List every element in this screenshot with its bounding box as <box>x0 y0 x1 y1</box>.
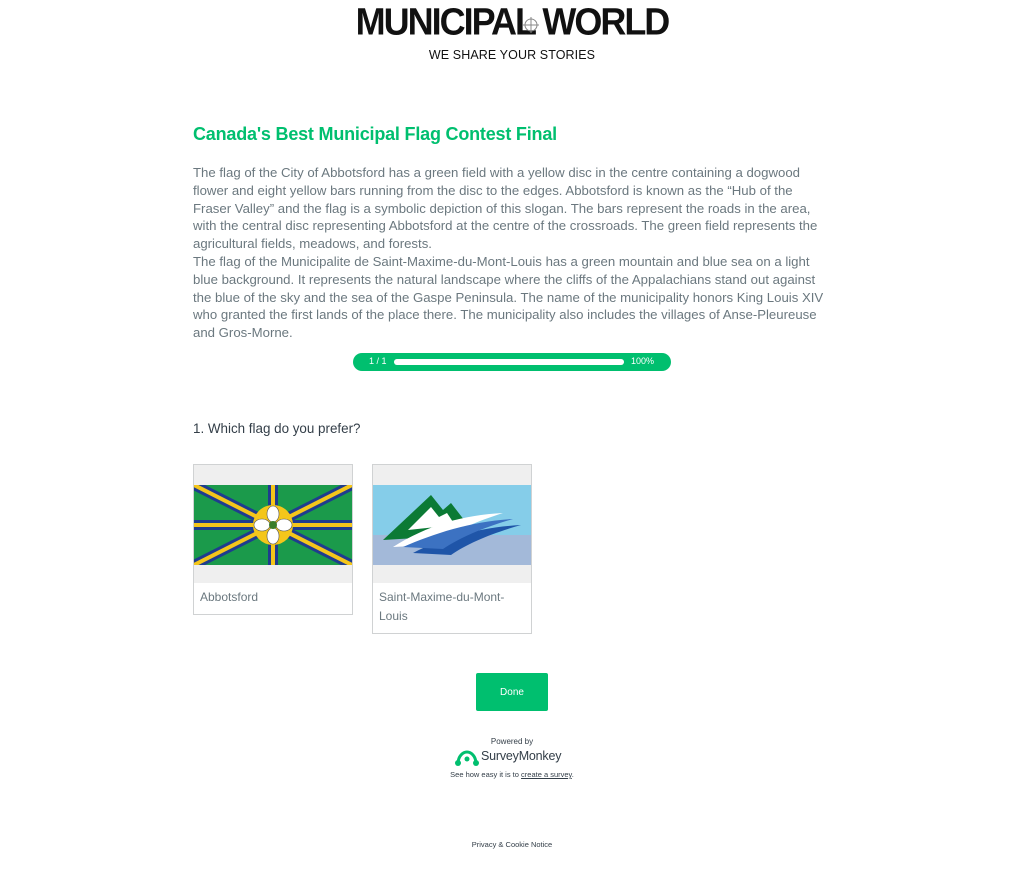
progress-fill <box>394 359 624 365</box>
survey-title: Canada's Best Municipal Flag Contest Final <box>193 124 557 144</box>
see-how-text <box>0 770 1024 779</box>
option-label-abbotsford[interactable]: Abbotsford <box>200 590 259 604</box>
compass-icon <box>521 15 541 35</box>
option-card-abbotsford[interactable] <box>193 464 353 615</box>
site-logo[interactable]: MUNICIPAL WORLD <box>355 0 669 43</box>
option-card-saint-maxime[interactable] <box>372 464 532 634</box>
saint-maxime-flag-icon <box>373 485 531 565</box>
question-title: 1. Which flag do you prefer? <box>193 421 361 436</box>
privacy-cookie-link[interactable]: Privacy & Cookie Notice <box>471 840 553 849</box>
progress-bar <box>353 353 671 371</box>
option-image-saint-maxime[interactable] <box>373 465 531 583</box>
progress-percent: 100% <box>631 356 655 366</box>
option-image-abbotsford[interactable] <box>194 465 352 583</box>
progress-track <box>394 359 624 365</box>
create-survey-link[interactable]: create a survey <box>521 770 572 779</box>
surveymonkey-logo[interactable] <box>455 747 569 767</box>
abbotsford-flag-icon <box>194 485 352 565</box>
powered-by-text: Powered by <box>490 737 534 746</box>
option-label-saint-maxime[interactable]: Saint-Maxime-du-Mont-Louis <box>379 590 505 623</box>
see-how-suffix: . <box>571 770 574 779</box>
privacy-footer <box>0 840 1024 849</box>
surveymonkey-icon <box>455 750 479 766</box>
survey-description <box>193 164 833 342</box>
see-how-prefix: See how easy it is to <box>450 770 522 779</box>
description-paragraph-abbotsford: The flag of the City of Abbotsford has a green field with a yellow disc in the centre containing a dogwood flower and eight yellow bars running from the disc to the edges. Abbotsford is known as the “Hub of the Fraser Valley” and the flag is a symbolic depiction of this slogan. The bars represent the roads in the area, with the central disc representing Abbotsford at the centre of the crossroads. The green field represents the agricultural fields, meadows, and forests. <box>193 165 818 252</box>
description-paragraph-saint-maxime: The flag of the Municipalite de Saint-Maxime-du-Mont-Louis has a green mountain and blue sea on a light blue background. It represents the natural landscape where the cliffs of the Appalachians stand out against the blue of the sky and the sea of the Gaspe Peninsula. The name of the municipality honors King Louis XIV who granted the first lands of the place there. The municipality also includes the villages of Anse-Pleureuse and Gros-Morne. <box>193 253 824 341</box>
site-tagline: WE SHARE YOUR STORIES <box>428 48 596 62</box>
progress-count: 1 / 1 <box>369 356 387 366</box>
surveymonkey-brand: SurveyMonkey <box>481 749 562 763</box>
done-button[interactable]: Done <box>476 673 548 711</box>
